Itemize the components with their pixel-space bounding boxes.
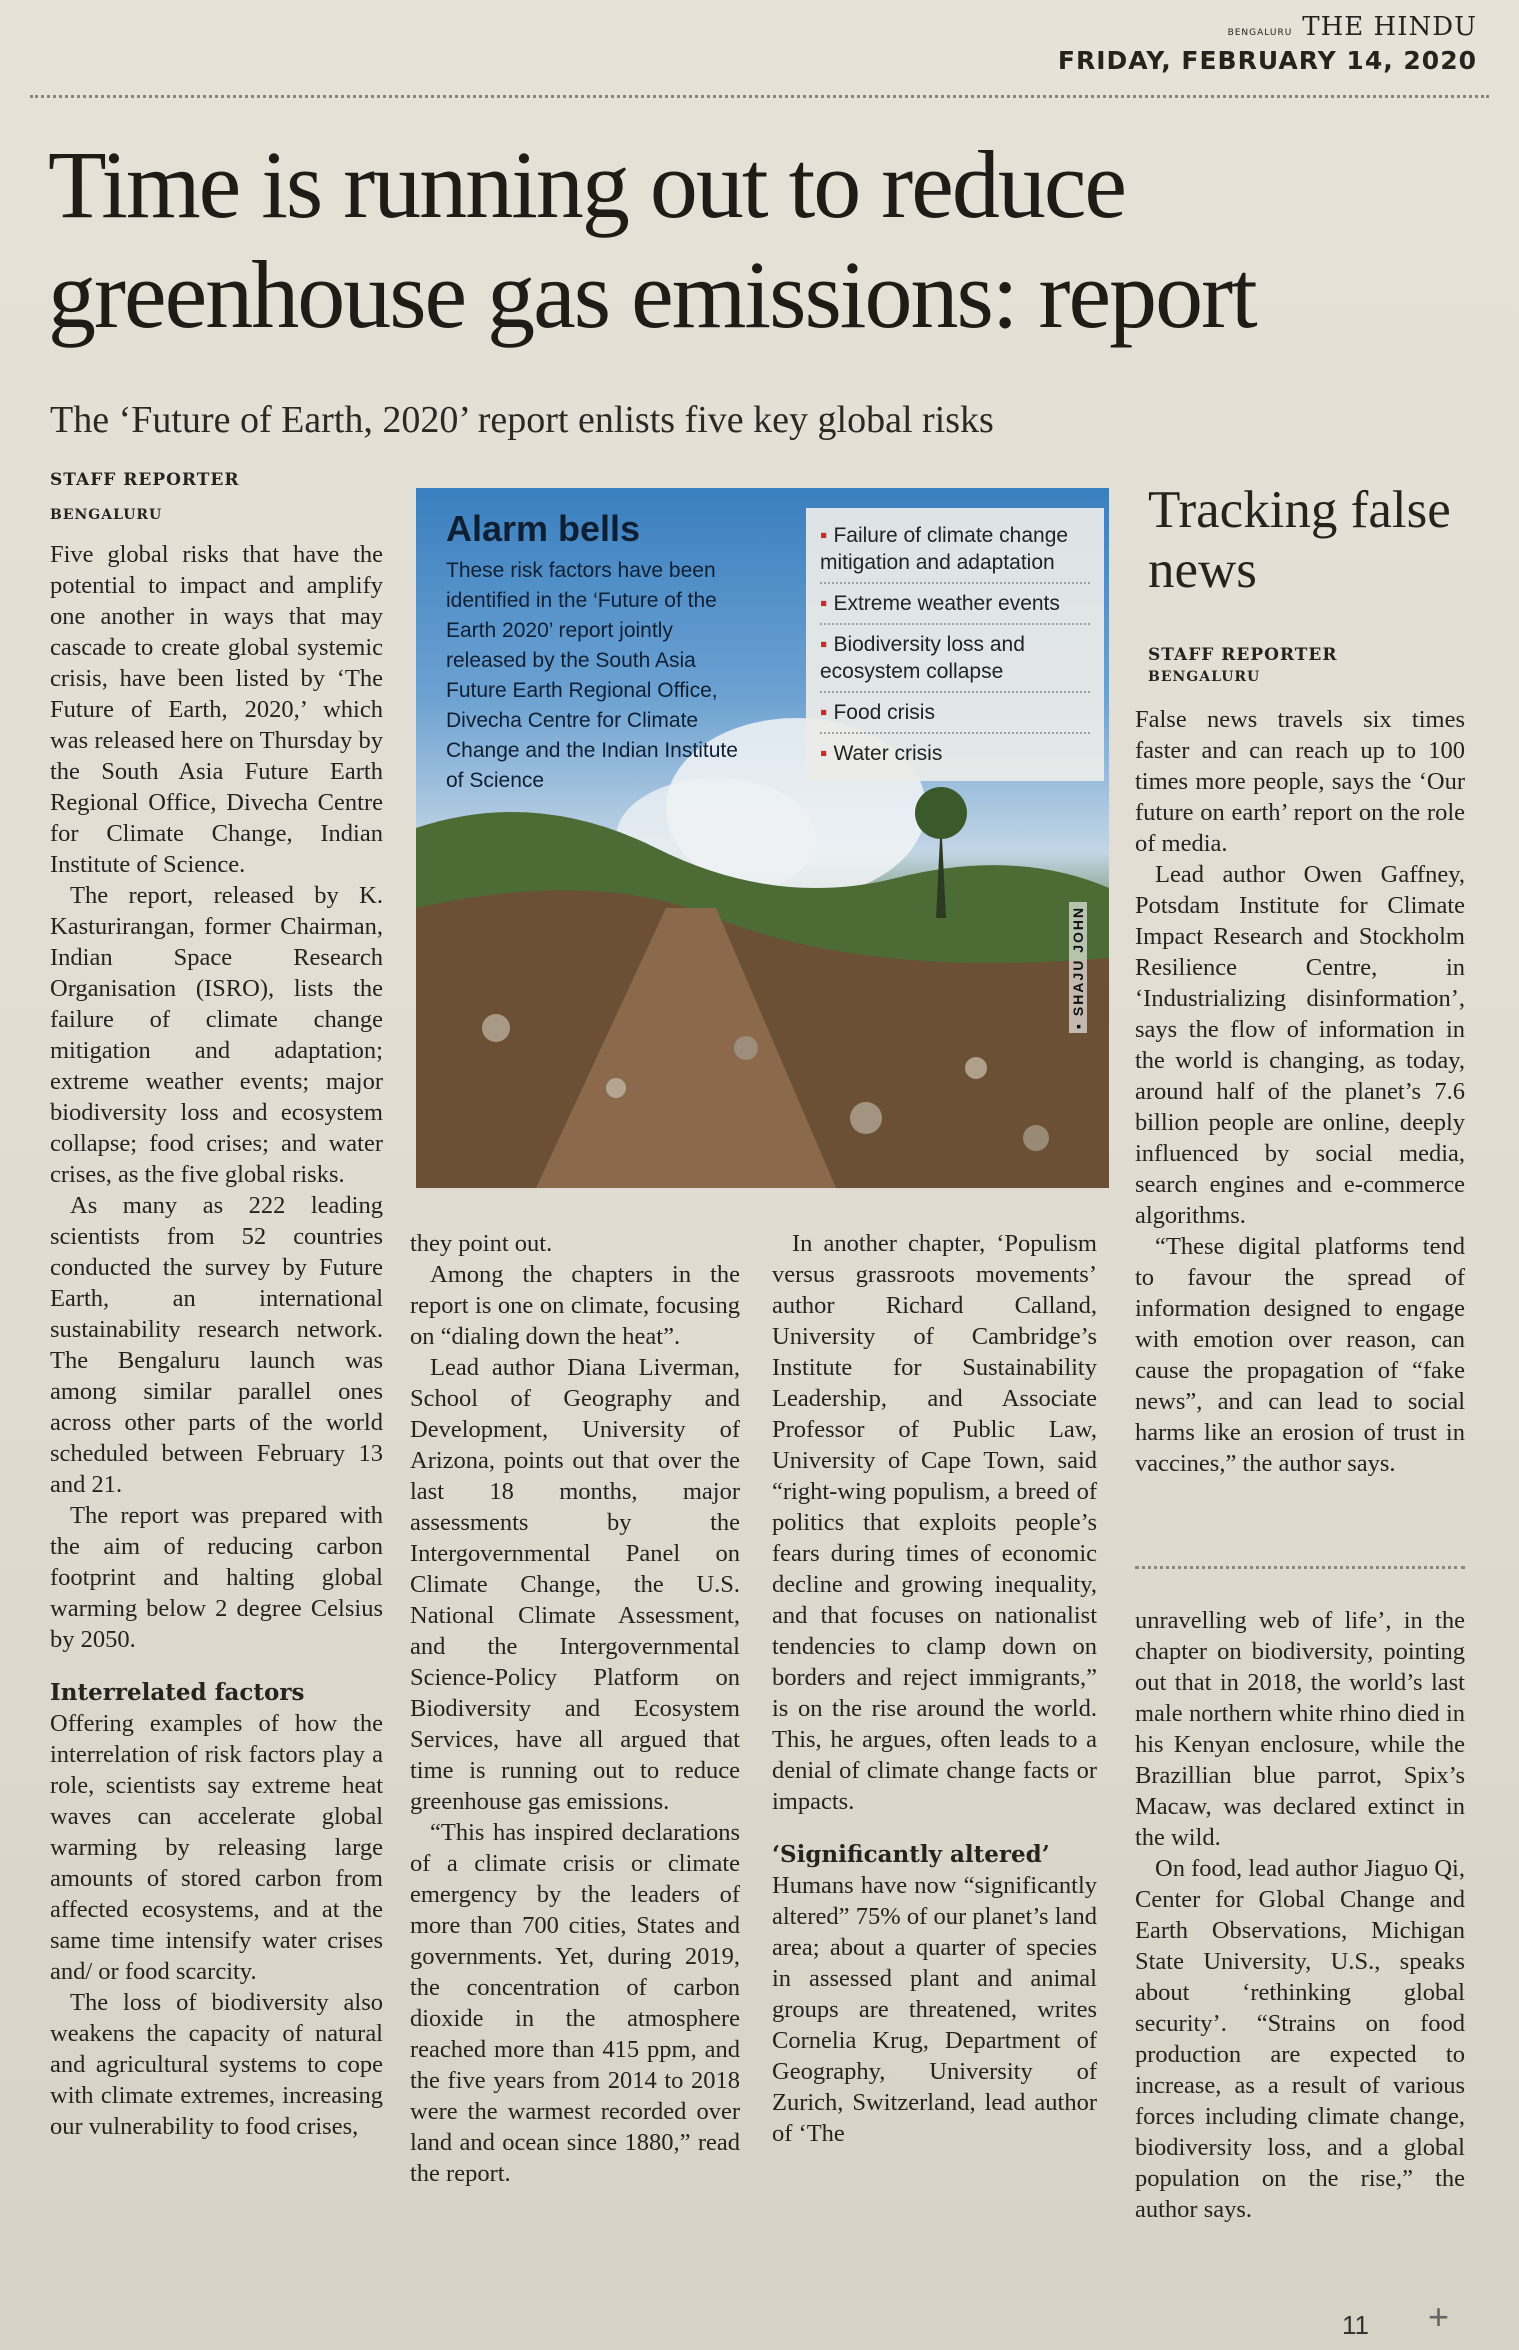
paragraph: Humans have now “significantly altered” 75% of our planet’s land area; about a quarter of species in assessed plant and animal groups are threatened, writes Cornelia Krug, Department of Geography, University of Zurich, Switzerland, lead author of ‘The xyxy=(772,1872,1097,2147)
issue-date: FRIDAY, FEBRUARY 14, 2020 xyxy=(1057,46,1477,75)
article-column-1 xyxy=(50,465,383,2142)
paragraph: The report, released by K. Kasturirangan, former Chairman, Indian Space Research Organisation (ISRO), lists the failure of climate change mitigation and adaptation; extreme weather events; major biodiversity loss and ecosystem collapse; food crises; and water crises, as the five global risks. xyxy=(50,882,383,1188)
paragraph: Lead author Owen Gaffney, Potsdam Institute for Climate Impact Research and Stockholm Resilience Centre, in ‘Industrializing disinformation’, says the flow of information in the world is changing, as today, around half of the planet’s 7.6 billion people are online, deeply influenced by social media, search engines and e-commerce algorithms. xyxy=(1135,861,1465,1229)
paragraph: Offering examples of how the interrelation of risk factors play a role, scientists say extreme heat waves can accelerate global warming by releasing large amounts of stored carbon from affected ecosystems, and at the same time intensify water crises and/ or food scarcity. xyxy=(50,1710,383,1985)
paragraph: “This has inspired declarations of a climate crisis or climate emergency by the leaders of more than 700 cities, States and governments. Yet, during 2019, the concentration of carbon dioxide in the atmosphere reached more than 415 ppm, and the five years from 2014 to 2018 were the warmest recorded over land and ocean since 1880,” read the report. xyxy=(410,1819,740,2187)
paragraph: On food, lead author Jiaguo Qi, Center for Global Change and Earth Observations, Michigan State University, U.S., speaks about ‘rethinking global security’. “Strains on food production are expected to increase, as a result of various forces including climate change, biodiversity loss, and a global population on the rise,” the author says. xyxy=(1135,1855,1465,2223)
registration-mark-icon: + xyxy=(1428,2296,1450,2337)
section-heading: Interrelated factors xyxy=(50,1679,305,1706)
sidebar-title: Tracking false news xyxy=(1148,481,1451,599)
paragraph: Five global risks that have the potential to impact and amplify one another in ways that may cascade to create global systemic crisis, have been listed by ‘The Future of Earth, 2020,’ which was released here on Thursday by the South Asia Future Earth Regional Office, Divecha Centre for Climate Change, Indian Institute of Science. xyxy=(50,541,383,878)
square-bullet-icon: ▪ xyxy=(820,524,828,547)
infobox-title: Alarm bells xyxy=(446,508,641,549)
risk-item: ▪ Failure of climate change mitigation and adaptation xyxy=(820,516,1090,584)
risk-item: ▪ Water crisis xyxy=(820,742,943,765)
sidebar-byline: STAFF REPORTER xyxy=(1148,645,1338,665)
page-number: 11 xyxy=(1342,2310,1369,2340)
masthead-divider xyxy=(30,95,1489,98)
paragraph: False news travels six times faster and can reach up to 100 times more people, says the ‘Our future on earth’ report on the role of media. xyxy=(1135,706,1465,857)
dateline: BENGALURU xyxy=(50,507,163,523)
headline: Time is running out to reduce greenhouse gas emissions: report xyxy=(48,131,1256,348)
paragraph: they point out. xyxy=(410,1230,553,1257)
article-column-4 xyxy=(1135,1605,1465,2225)
risk-item: ▪ Extreme weather events xyxy=(820,584,1090,625)
risk-item: ▪ Food crisis xyxy=(820,693,1090,734)
subheadline: The ‘Future of Earth, 2020’ report enlists five key global risks xyxy=(50,399,994,441)
square-bullet-icon: ▪ xyxy=(820,592,828,615)
paragraph: Among the chapters in the report is one on climate, focusing on “dialing down the heat”. xyxy=(410,1261,740,1350)
square-bullet-icon: ▪ xyxy=(820,742,828,765)
section-heading: ‘Significantly altered’ xyxy=(772,1841,1050,1868)
paragraph: “These digital platforms tend to favour the spread of information designed to engage with emotion over reason, can cause the propagation of “fake news”, and can lead to social harms like an erosion of trust in vaccines,” the author says. xyxy=(1135,1233,1465,1477)
paragraph: The report was prepared with the aim of reducing carbon footprint and halting global warming below 2 degree Celsius by 2050. xyxy=(50,1502,383,1653)
infobox-text: These risk factors have been identified in the ‘Future of the Earth 2020’ report jointly released by the South Asia Future Earth Regional Office, Divecha Centre for Climate Change and the Indian Institute of Science xyxy=(446,559,738,792)
sidebar-dateline: BENGALURU xyxy=(1148,669,1261,685)
risk-item: ▪ Biodiversity loss and ecosystem collapse xyxy=(820,625,1090,693)
risk-list xyxy=(806,508,1104,781)
paragraph: In another chapter, ‘Populism versus grassroots movements’ author Richard Calland, University of Cambridge’s Institute for Sustainability Leadership, and Associate Professor of Public Law, University of Cape Town, said “right-wing populism, a breed of politics that exploits people’s fears during times of economic decline and growing inequality, and that focuses on nationalist tendencies to clamp down on borders and reject immigrants,” is on the rise around the world. This, he argues, often leads to a denial of climate change facts or impacts. xyxy=(772,1230,1097,1815)
paper-name: THE HINDU xyxy=(1302,12,1477,42)
sidebar-column xyxy=(1135,640,1465,1479)
article-column-2 xyxy=(410,1228,740,2189)
paragraph: The loss of biodiversity also weakens the capacity of natural and agricultural systems to cope with climate extremes, increasing our vulnerability to food crises, xyxy=(50,1989,383,2140)
photo-credit: ▪ SHAJU JOHN xyxy=(1069,902,1087,1033)
paragraph: unravelling web of life’, in the chapter on biodiversity, pointing out that in 2018, the world’s last male northern white rhino died in his Kenyan enclosure, while the Brazillian blue parrot, Spix’s Macaw, was declared extinct in the wild. xyxy=(1135,1607,1465,1851)
paragraph: As many as 222 leading scientists from 52 countries conducted the survey by Future Earth, an international sustainability research network. The Bengaluru launch was among similar parallel ones across other parts of the world scheduled between February 13 and 21. xyxy=(50,1192,383,1498)
paragraph: Lead author Diana Liverman, School of Geography and Development, University of Arizona, points out that over the last 18 months, major assessments by the Intergovernmental Panel on Climate Change, the U.S. National Climate Assessment, and the Intergovernmental Science-Policy Platform on Biodiversity and Ecosystem Services, have all argued that time is running out to reduce greenhouse gas emissions. xyxy=(410,1354,740,1815)
article-column-3 xyxy=(772,1228,1097,2149)
byline: STAFF REPORTER xyxy=(50,470,240,490)
square-bullet-icon: ▪ xyxy=(820,633,828,656)
masthead xyxy=(1058,12,1477,75)
edition-label: BENGALURU xyxy=(1227,28,1293,38)
sidebar-divider xyxy=(1135,1566,1465,1569)
square-bullet-icon: ▪ xyxy=(820,701,828,724)
alarm-bells-infobox xyxy=(416,488,1109,1188)
